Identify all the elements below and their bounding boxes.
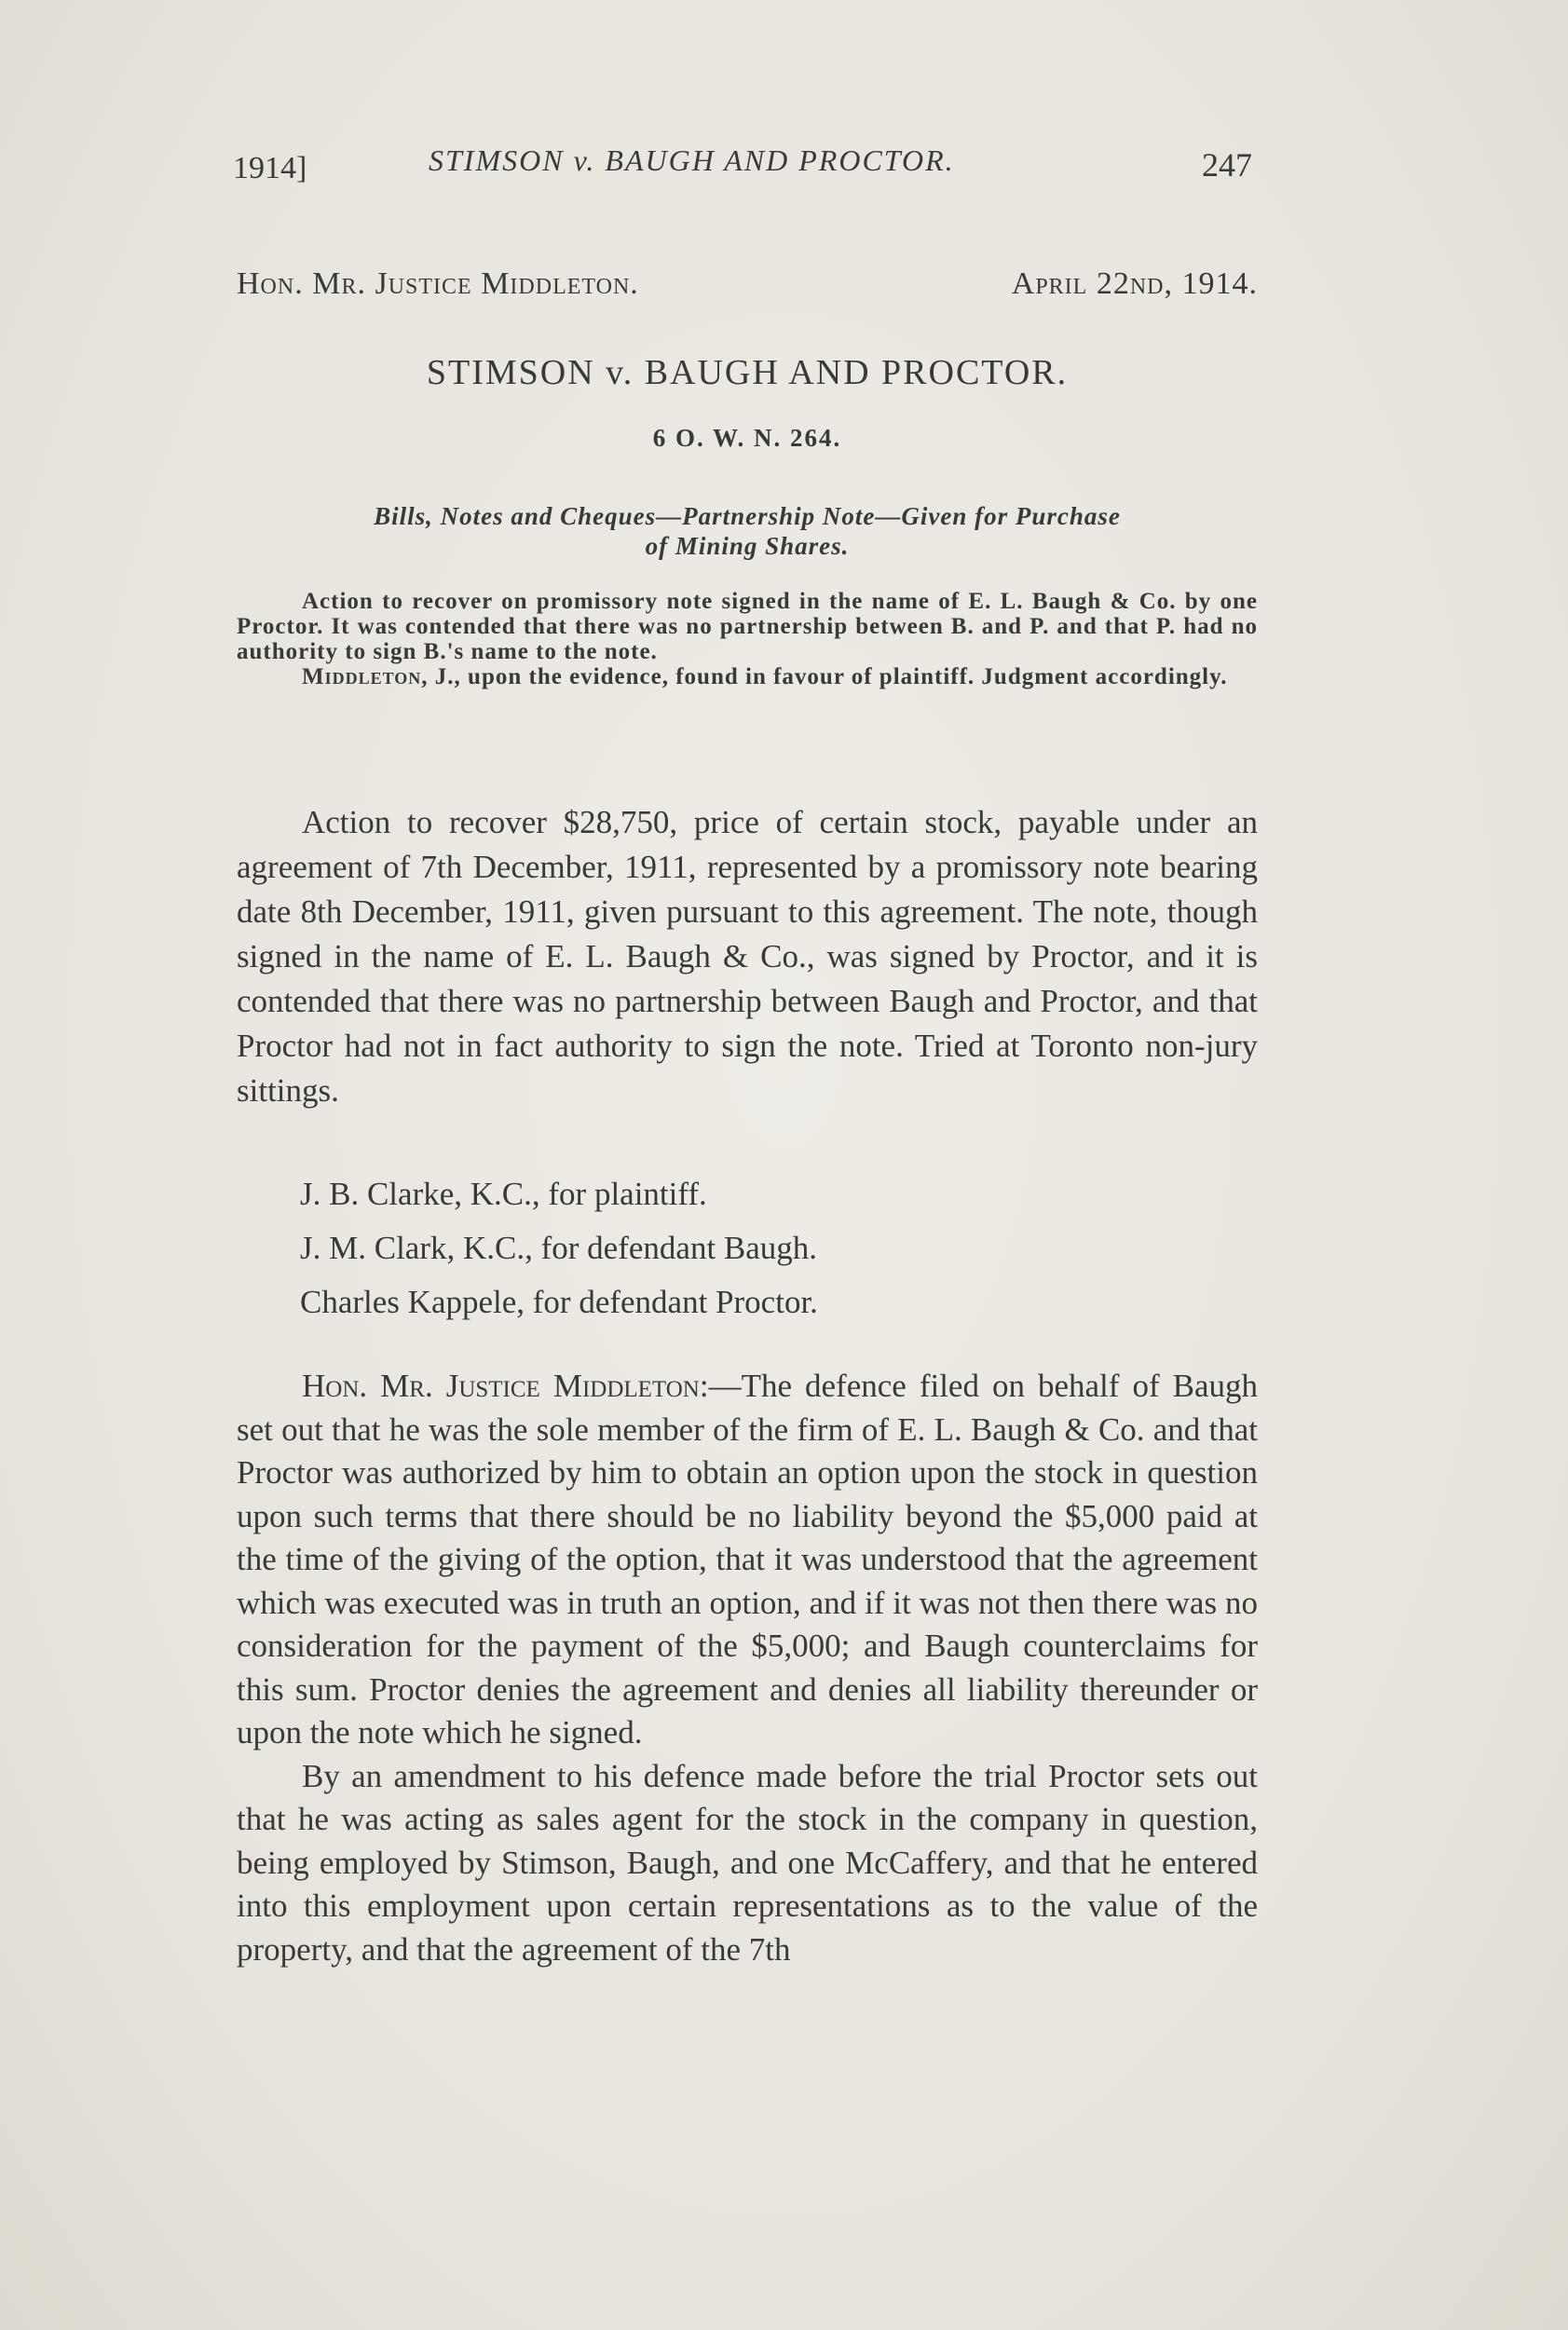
- headnote-paragraph-1: Action to recover on promissory note signed in the name of E. L. Baugh & Co. by one Proctor. It was contended that there was no partnership between B. and P. and that P. had no authority to sign B.'s name to the note.: [237, 589, 1258, 664]
- judgment-paragraph-1: [237, 1365, 1258, 1755]
- running-head-title: STIMSON v. BAUGH AND PROCTOR.: [429, 143, 955, 177]
- headnote-judge-name: Middleton: [302, 664, 422, 689]
- headnote-topic-line-2: of Mining Shares.: [645, 532, 850, 560]
- case-title: STIMSON v. BAUGH AND PROCTOR.: [426, 353, 1069, 392]
- page-number: 247: [1202, 146, 1252, 184]
- judge-name: Hon. Mr. Justice Middleton.: [237, 266, 639, 301]
- intro-paragraph: Action to recover $28,750, price of certain stock, payable under an agreement of 7th December, 1911, represented by a promissory note bearing date 8th December, 1911, given pursuant to this agreement. The note, though signed in the name of E. L. Baugh & Co., was signed by Proctor, and it is contended that there was no partnership between Baugh and Proctor, and that Proctor had not in fact authority to sign the note. Tried at Toronto non-jury sittings.: [237, 804, 1258, 1109]
- counsel-plaintiff: J. B. Clarke, K.C., for plaintiff.: [300, 1176, 707, 1212]
- judgment-date: April 22nd, 1914.: [1011, 266, 1258, 301]
- judgment-opening: Hon. Mr. Justice Middleton:: [302, 1368, 709, 1404]
- running-head-year: 1914]: [233, 151, 307, 185]
- headnote-topic: [237, 501, 1258, 561]
- headnote-topic-line-1: Bills, Notes and Cheques—Partnership Note—Given for Purchase: [374, 502, 1121, 530]
- headnote-holding: , J., upon the evidence, found in favour of plaintiff. Judgment accordingly.: [421, 664, 1228, 689]
- judgment-section: [237, 1365, 1258, 1971]
- headnote: [237, 589, 1258, 689]
- counsel-list: [300, 1167, 818, 1329]
- judgment-paragraph-2: By an amendment to his defence made before the trial Proctor sets out that he was acting as sales agent for the stock in the company in question, being employed by Stimson, Baugh, and one McCaffery, and that he entered into this employment upon certain representations as to the value of the property, and that the agreement of the 7th: [237, 1757, 1258, 1968]
- counsel-defendant-baugh: J. M. Clark, K.C., for defendant Baugh.: [300, 1230, 818, 1266]
- intro-section: [237, 800, 1258, 1113]
- judgment-paragraph-1-text: —The defence filed on behalf of Baugh set out that he was the sole member of the firm of E. L. Baugh & Co. and that Proctor was authorized by him to obtain an option upon the stock in question upon such terms that there should be no liability beyond the $5,000 paid at the time of the giving of the option, that it was understood that the agreement which was executed was in truth an option, and if it was not then there was no consideration for the payment of the $5,000; and Baugh counterclaims for this sum. Proctor denies the agreement and denies all liability thereunder or upon the note which he signed.: [237, 1368, 1258, 1751]
- headnote-paragraph-2: [237, 664, 1258, 689]
- running-head: [233, 140, 1258, 196]
- citation: 6 O. W. N. 264.: [652, 424, 842, 452]
- counsel-defendant-proctor: Charles Kappele, for defendant Proctor.: [300, 1284, 818, 1320]
